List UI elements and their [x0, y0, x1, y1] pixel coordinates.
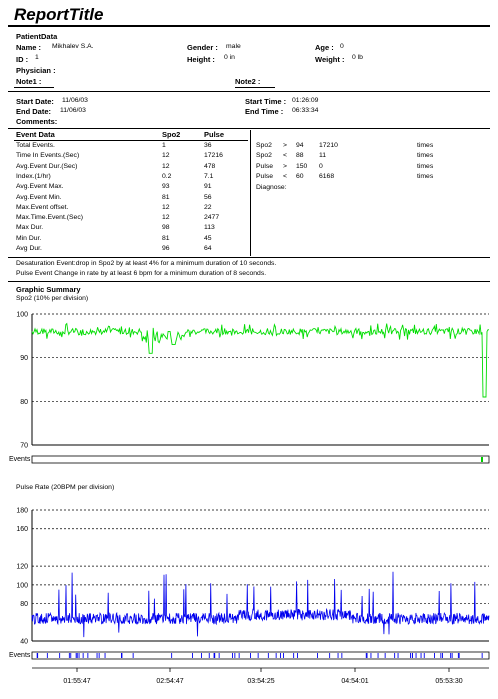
threshold-cell: Pulse: [256, 172, 274, 180]
pulse-events-label: Events: [9, 652, 31, 659]
event-row-pulse: 64: [204, 245, 212, 252]
pulse-event-mark: [59, 653, 60, 658]
pulse-event-mark: [232, 653, 233, 658]
pulse-event-mark: [329, 653, 330, 658]
event-row-spo2: 12: [162, 203, 170, 211]
event-row-spo2: 12: [162, 162, 170, 170]
pulse-event-mark: [234, 653, 235, 658]
pulse-event-mark: [250, 653, 251, 658]
pulse-event-mark: [416, 653, 417, 658]
pulse-y-tick-label: 160: [16, 526, 28, 534]
pulse-event-mark: [258, 653, 259, 658]
patient-section-title: PatientData: [16, 32, 58, 41]
graphic-summary-title: Graphic Summary: [16, 285, 81, 294]
pulse-event-mark: [341, 653, 342, 658]
pulse-event-mark: [385, 653, 386, 658]
threshold-cell: 0: [319, 162, 323, 170]
pulse-y-tick-label: 100: [16, 582, 28, 590]
pulse-y-tick-label: 40: [20, 638, 28, 646]
time-tick-label: 05:53:30: [435, 678, 463, 685]
pulse-header: Pulse: [204, 130, 225, 139]
start-date-value: 11/06/03: [62, 97, 88, 104]
desaturation-note: Desaturation Event:drop in Spo2 by at least 4% for a minimum duration of 10 seconds.: [16, 260, 277, 267]
threshold-cell: 88: [296, 152, 304, 160]
comments-label: Comments:: [16, 117, 58, 126]
pulse-event-mark: [239, 653, 240, 658]
threshold-cell: Spo2: [256, 142, 272, 149]
pulse-y-tick-label: 120: [16, 563, 28, 571]
gender-label: Gender :: [187, 43, 218, 52]
pulse-event-mark: [37, 653, 38, 658]
threshold-cell: 150: [296, 162, 308, 170]
pulse-event-mark: [366, 653, 367, 658]
event-row-label: Max Dur.: [16, 224, 44, 232]
pulse-event-mark: [412, 653, 413, 658]
pulse-event-mark: [452, 653, 453, 658]
pulse-event-mark: [338, 653, 339, 658]
spo2-event-mark: [481, 457, 483, 462]
weight-value: 0 lb: [352, 54, 363, 61]
pulse-event-mark: [97, 653, 98, 658]
pulse-events-bar: [32, 652, 489, 659]
pulse-event-mark: [201, 653, 202, 658]
spo2-y-tick-label: 70: [20, 442, 28, 450]
event-row-label: Max.Time.Event.(Sec): [16, 214, 83, 222]
end-date-label: End Date:: [16, 107, 52, 116]
pulse-event-mark: [70, 653, 71, 658]
pulse-event-mark: [482, 653, 483, 658]
event-row-spo2: 96: [162, 245, 170, 252]
name-label: Name :: [16, 43, 42, 52]
name-value: Mikhalev S.A.: [52, 43, 94, 50]
time-tick-label: 03:54:25: [247, 678, 275, 685]
event-row-pulse: 113: [204, 224, 215, 232]
time-tick-label: 01:55:47: [63, 678, 91, 685]
event-row-label: Avg.Event Min.: [16, 193, 62, 201]
event-row-spo2: 1: [162, 142, 166, 149]
event-row-pulse: 478: [204, 162, 216, 170]
event-row-label: Avg.Event Dur.(Sec): [16, 162, 78, 170]
pulse-event-mark: [219, 653, 220, 658]
id-value: 1: [35, 54, 39, 61]
physician-label: Physician :: [16, 66, 56, 75]
pulse-event-mark: [122, 653, 123, 658]
event-row-pulse: 45: [204, 234, 212, 242]
note2-label: Note2 :: [235, 77, 261, 86]
pulse-event-mark: [367, 653, 368, 658]
event-row-spo2: 81: [162, 234, 170, 242]
spo2-events-bar: [32, 456, 489, 463]
event-row-pulse: 36: [204, 142, 212, 149]
start-time-value: 01:26:09: [292, 97, 319, 104]
age-value: 0: [340, 43, 344, 50]
event-row-spo2: 0.2: [162, 172, 172, 180]
pulse-event-mark: [214, 653, 215, 658]
pulse-event-mark: [77, 653, 78, 658]
pulse-event-mark: [378, 653, 379, 658]
pulse-series-line: [32, 572, 489, 637]
threshold-cell: <: [283, 152, 287, 160]
threshold-cell: times: [417, 172, 434, 180]
pulse-event-mark: [297, 653, 298, 658]
threshold-cell: <: [283, 172, 287, 180]
pulse-event-mark: [442, 653, 443, 658]
report-title: ReportTitle: [14, 5, 104, 24]
pulse-event-mark: [283, 653, 284, 658]
threshold-cell: 94: [296, 142, 304, 149]
event-row-spo2: 93: [162, 183, 170, 191]
event-row-label: Min Dur.: [16, 234, 42, 242]
weight-label: Weight :: [315, 55, 345, 64]
pulse-event-mark: [459, 653, 460, 658]
event-row-spo2: 81: [162, 193, 170, 201]
note1-label: Note1 :: [16, 77, 42, 86]
pulse-event-note: Pulse Event Change in rate by at least 6 bpm for a minimum duration of 8 seconds.: [16, 270, 267, 277]
event-row-label: Time In Events.(Sec): [16, 152, 80, 160]
pulse-event-mark: [79, 653, 80, 658]
pulse-event-mark: [458, 653, 459, 658]
pulse-event-mark: [76, 653, 77, 658]
age-label: Age :: [315, 43, 334, 52]
spo2-y-tick-label: 100: [16, 311, 28, 319]
spo2-caption: Spo2 (10% per division): [16, 295, 89, 302]
event-row-spo2: 12: [162, 152, 170, 160]
event-row-pulse: 91: [204, 183, 212, 191]
pulse-event-mark: [450, 653, 451, 658]
event-row-label: Avg.Event Max.: [16, 183, 64, 191]
spo2-y-tick-label: 80: [20, 398, 28, 406]
time-tick-label: 04:54:01: [341, 678, 369, 685]
pulse-event-mark: [105, 653, 106, 658]
pulse-event-mark: [317, 653, 318, 658]
pulse-caption: Pulse Rate (20BPM per division): [16, 484, 115, 491]
start-time-label: Start Time :: [245, 97, 287, 106]
height-label: Height :: [187, 55, 215, 64]
end-time-label: End Time :: [245, 107, 284, 116]
threshold-cell: >: [283, 142, 287, 149]
pulse-event-mark: [209, 653, 210, 658]
pulse-event-mark: [276, 653, 277, 658]
pulse-event-mark: [133, 653, 134, 658]
pulse-event-mark: [440, 653, 441, 658]
spo2-events-label: Events: [9, 456, 31, 463]
event-row-pulse: 17216: [204, 152, 223, 160]
pulse-y-tick-label: 80: [20, 601, 28, 609]
id-label: ID :: [16, 55, 29, 64]
pulse-event-mark: [424, 653, 425, 658]
threshold-cell: times: [417, 152, 434, 160]
event-row-label: Index.(1/hr): [16, 172, 51, 180]
threshold-cell: Spo2: [256, 152, 272, 160]
event-row-spo2: 12: [162, 214, 170, 222]
pulse-event-mark: [293, 653, 294, 658]
pulse-event-mark: [280, 653, 281, 658]
event-row-spo2: 98: [162, 224, 170, 232]
pulse-event-mark: [83, 653, 84, 658]
time-tick-label: 02:54:47: [156, 678, 184, 685]
pulse-event-mark: [410, 653, 411, 658]
pulse-event-mark: [87, 653, 88, 658]
event-row-pulse: 56: [204, 193, 212, 201]
threshold-cell: times: [417, 142, 434, 149]
pulse-event-mark: [394, 653, 395, 658]
spo2-y-tick-label: 90: [20, 355, 28, 363]
event-data-header: Event Data: [16, 130, 55, 139]
pulse-event-mark: [47, 653, 48, 658]
threshold-cell: >: [283, 162, 287, 170]
spo2-header: Spo2: [162, 130, 181, 139]
pulse-event-mark: [99, 653, 100, 658]
pulse-y-tick-label: 180: [16, 507, 28, 515]
diagnose-label: Diagnose:: [256, 184, 287, 191]
event-row-label: Total Events.: [16, 142, 55, 149]
event-row-pulse: 2477: [204, 214, 220, 222]
threshold-cell: Pulse: [256, 162, 274, 170]
event-row-pulse: 7.1: [204, 172, 214, 180]
event-row-label: Avg Dur.: [16, 245, 42, 252]
pulse-event-mark: [192, 653, 193, 658]
pulse-event-mark: [421, 653, 422, 658]
end-date-value: 11/06/03: [60, 107, 86, 114]
end-time-value: 06:33:34: [292, 107, 319, 114]
pulse-event-mark: [268, 653, 269, 658]
threshold-cell: 17210: [319, 142, 338, 149]
pulse-event-mark: [371, 653, 372, 658]
threshold-cell: 6168: [319, 172, 335, 180]
spo2-series-line: [32, 324, 489, 397]
event-row-label: Max.Event offset.: [16, 203, 69, 211]
event-row-pulse: 22: [204, 203, 212, 211]
pulse-event-mark: [171, 653, 172, 658]
gender-value: male: [226, 43, 241, 50]
height-value: 0 in: [224, 54, 235, 61]
pulse-event-mark: [69, 653, 70, 658]
pulse-event-mark: [398, 653, 399, 658]
threshold-cell: 60: [296, 172, 304, 180]
pulse-event-mark: [434, 653, 435, 658]
threshold-cell: 11: [319, 152, 327, 160]
threshold-cell: times: [417, 162, 434, 170]
start-date-label: Start Date:: [16, 97, 54, 106]
